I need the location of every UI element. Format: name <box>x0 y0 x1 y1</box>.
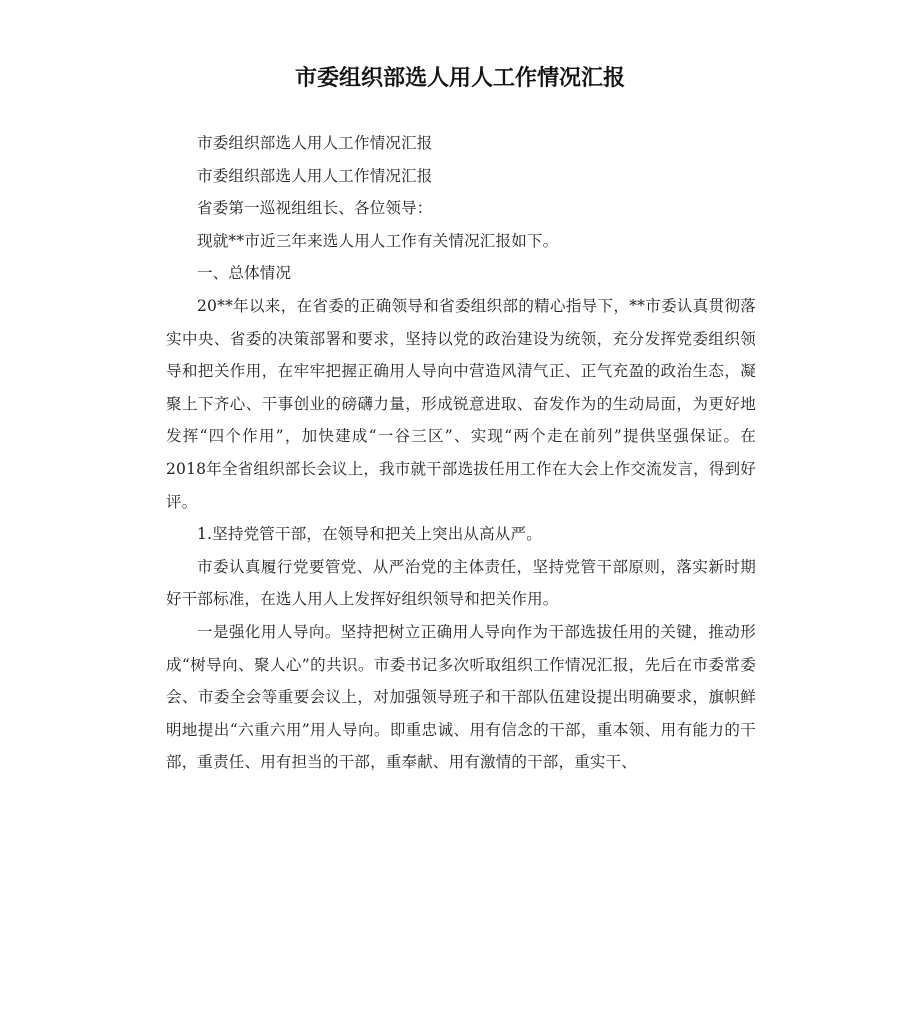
paragraph-salutation: 省委第一巡视组组长、各位领导： <box>197 199 433 218</box>
document-title: 市委组织部选人用人工作情况汇报 <box>294 66 625 91</box>
paragraph-orientation: 一是强化用人导向。坚持把树立正确用人导向作为干部选拔任用的关键，推动形成“树导向、聚人心”的共识。市委书记多次听取组织工作情况汇报，先后在市委常委会、市委全会等重要会议上，对加强领导班子和干部队伍建设提出明确要求，旗帜鲜明地提出“六重六用”用人导向。即重忠诚、用有信念的干部，重本领、用有能力的干部，重责任、用有担当的干部，重奉献、用有激情的干部，重实干、 <box>166 622 756 772</box>
paragraph-party-management: 市委认真履行党要管党、从严治党的主体责任，坚持党管干部原则，落实新时期好干部标准，在选人用人上发挥好组织领导和把关作用。 <box>166 557 756 609</box>
paragraph-intro: 现就**市近三年来选人用人工作有关情况汇报如下。 <box>197 231 559 250</box>
paragraph-overview: 20**年以来，在省委的正确领导和省委组织部的精心指导下，**市委认真贯彻落实中央、省委的决策部署和要求，坚持以党的政治建设为统领，充分发挥党委组织领导和把关作用，在牢牢把握正确用人导向中营造风清气正、正气充盈的政治生态，凝聚上下齐心、干事创业的磅礴力量，形成锐意进取、奋发作为的生动局面，为更好地发挥“四个作用”，加快建成“一谷三区”、实现“两个走在前列”提供坚强保证。在2018年全省组织部长会议上，我市就干部选拔任用工作在大会上作交流发言，得到好评。 <box>166 296 756 511</box>
document-body <box>166 127 756 779</box>
section-heading-overview: 一、总体情况 <box>197 264 292 283</box>
paragraph-heading-repeat-2: 市委组织部选人用人工作情况汇报 <box>197 166 433 185</box>
subheading-party-management: 1.坚持党管干部，在领导和把关上突出从高从严。 <box>197 525 542 544</box>
paragraph-heading-repeat-1: 市委组织部选人用人工作情况汇报 <box>197 134 433 152</box>
